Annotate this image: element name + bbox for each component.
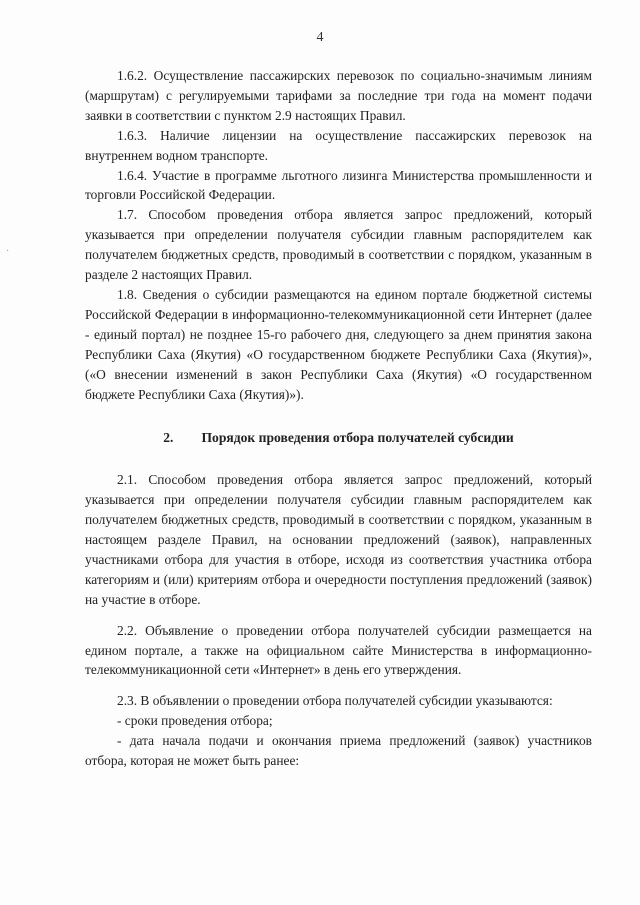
list-item: - дата начала подачи и окончания приема предложений (заявок) участников отбора, которая не может быть ранее:: [85, 733, 592, 769]
paragraph-1-6-3: 1.6.3. Наличие лицензии на осуществление пассажирских перевозок на внутреннем водном транспорте.: [85, 127, 592, 163]
section-heading: [85, 428, 592, 448]
paragraph-2-2: 2.2. Объявление о проведении отбора получателей субсидии размещается на едином портале, а также на официальном сайте Министерства в информационно-телекоммуникационной сети «Интернет» в день его утверждения.: [85, 622, 592, 678]
paragraph-2-3: 2.3. В объявлении о проведении отбора получателей субсидии указываются:: [117, 693, 553, 709]
section-number: 2.: [163, 430, 174, 446]
page-number: 4: [316, 30, 324, 45]
paragraph-1-6-2: 1.6.2. Осуществление пассажирских перевозок по социально-значимым линиям (маршрутам) с регулируемыми тарифами за последние три года на момент подачи заявки в соответствии с пунктом 2.9 настоящих Правил.: [85, 68, 592, 123]
list-item: - сроки проведения отбора;: [117, 713, 273, 729]
section-title: Порядок проведения отбора получателей субсидии: [201, 430, 514, 446]
paragraph-1-8: 1.8. Сведения о субсидии размещаются на едином портале бюджетной системы Российской Федерации в информационно-телекоммуникационной сети Интернет (далее - единый портал) не позднее 15-го рабочего дня, следующего за днем принятия закона Республики Саха (Якутия) «О государственном бюджете Республики Саха (Якутия)», («О внесении изменений в закон Республики Саха (Якутия) «О государственном бюджете Республики Саха (Якутия)»).: [85, 286, 592, 402]
paragraph-2-1: 2.1. Способом проведения отбора является запрос предложений, который указывается при определении получателя субсидии главным распорядителем как получателем бюджетных средств, проводимый в соответствии с порядком, указанным в настоящем разделе Правил, на основании предложений (заявок), направленных участниками отбора для участия в отборе, исходя из соответствия участника отбора категориям и (или) критериям отбора и очередности поступления предложений (заявок) на участие в отборе.: [85, 472, 592, 607]
paragraph-1-6-4: 1.6.4. Участие в программе льготного лизинга Министерства промышленности и торговли Российской Федерации.: [85, 167, 592, 203]
document-body: [85, 66, 592, 771]
scan-artifact: ·: [6, 246, 10, 257]
paragraph-1-7: 1.7. Способом проведения отбора является запрос предложений, который указывается при определении получателя субсидии главным распорядителем как получателем бюджетных средств, проводимый в соответствии с порядком, указанным в разделе 2 настоящих Правил.: [85, 207, 592, 283]
